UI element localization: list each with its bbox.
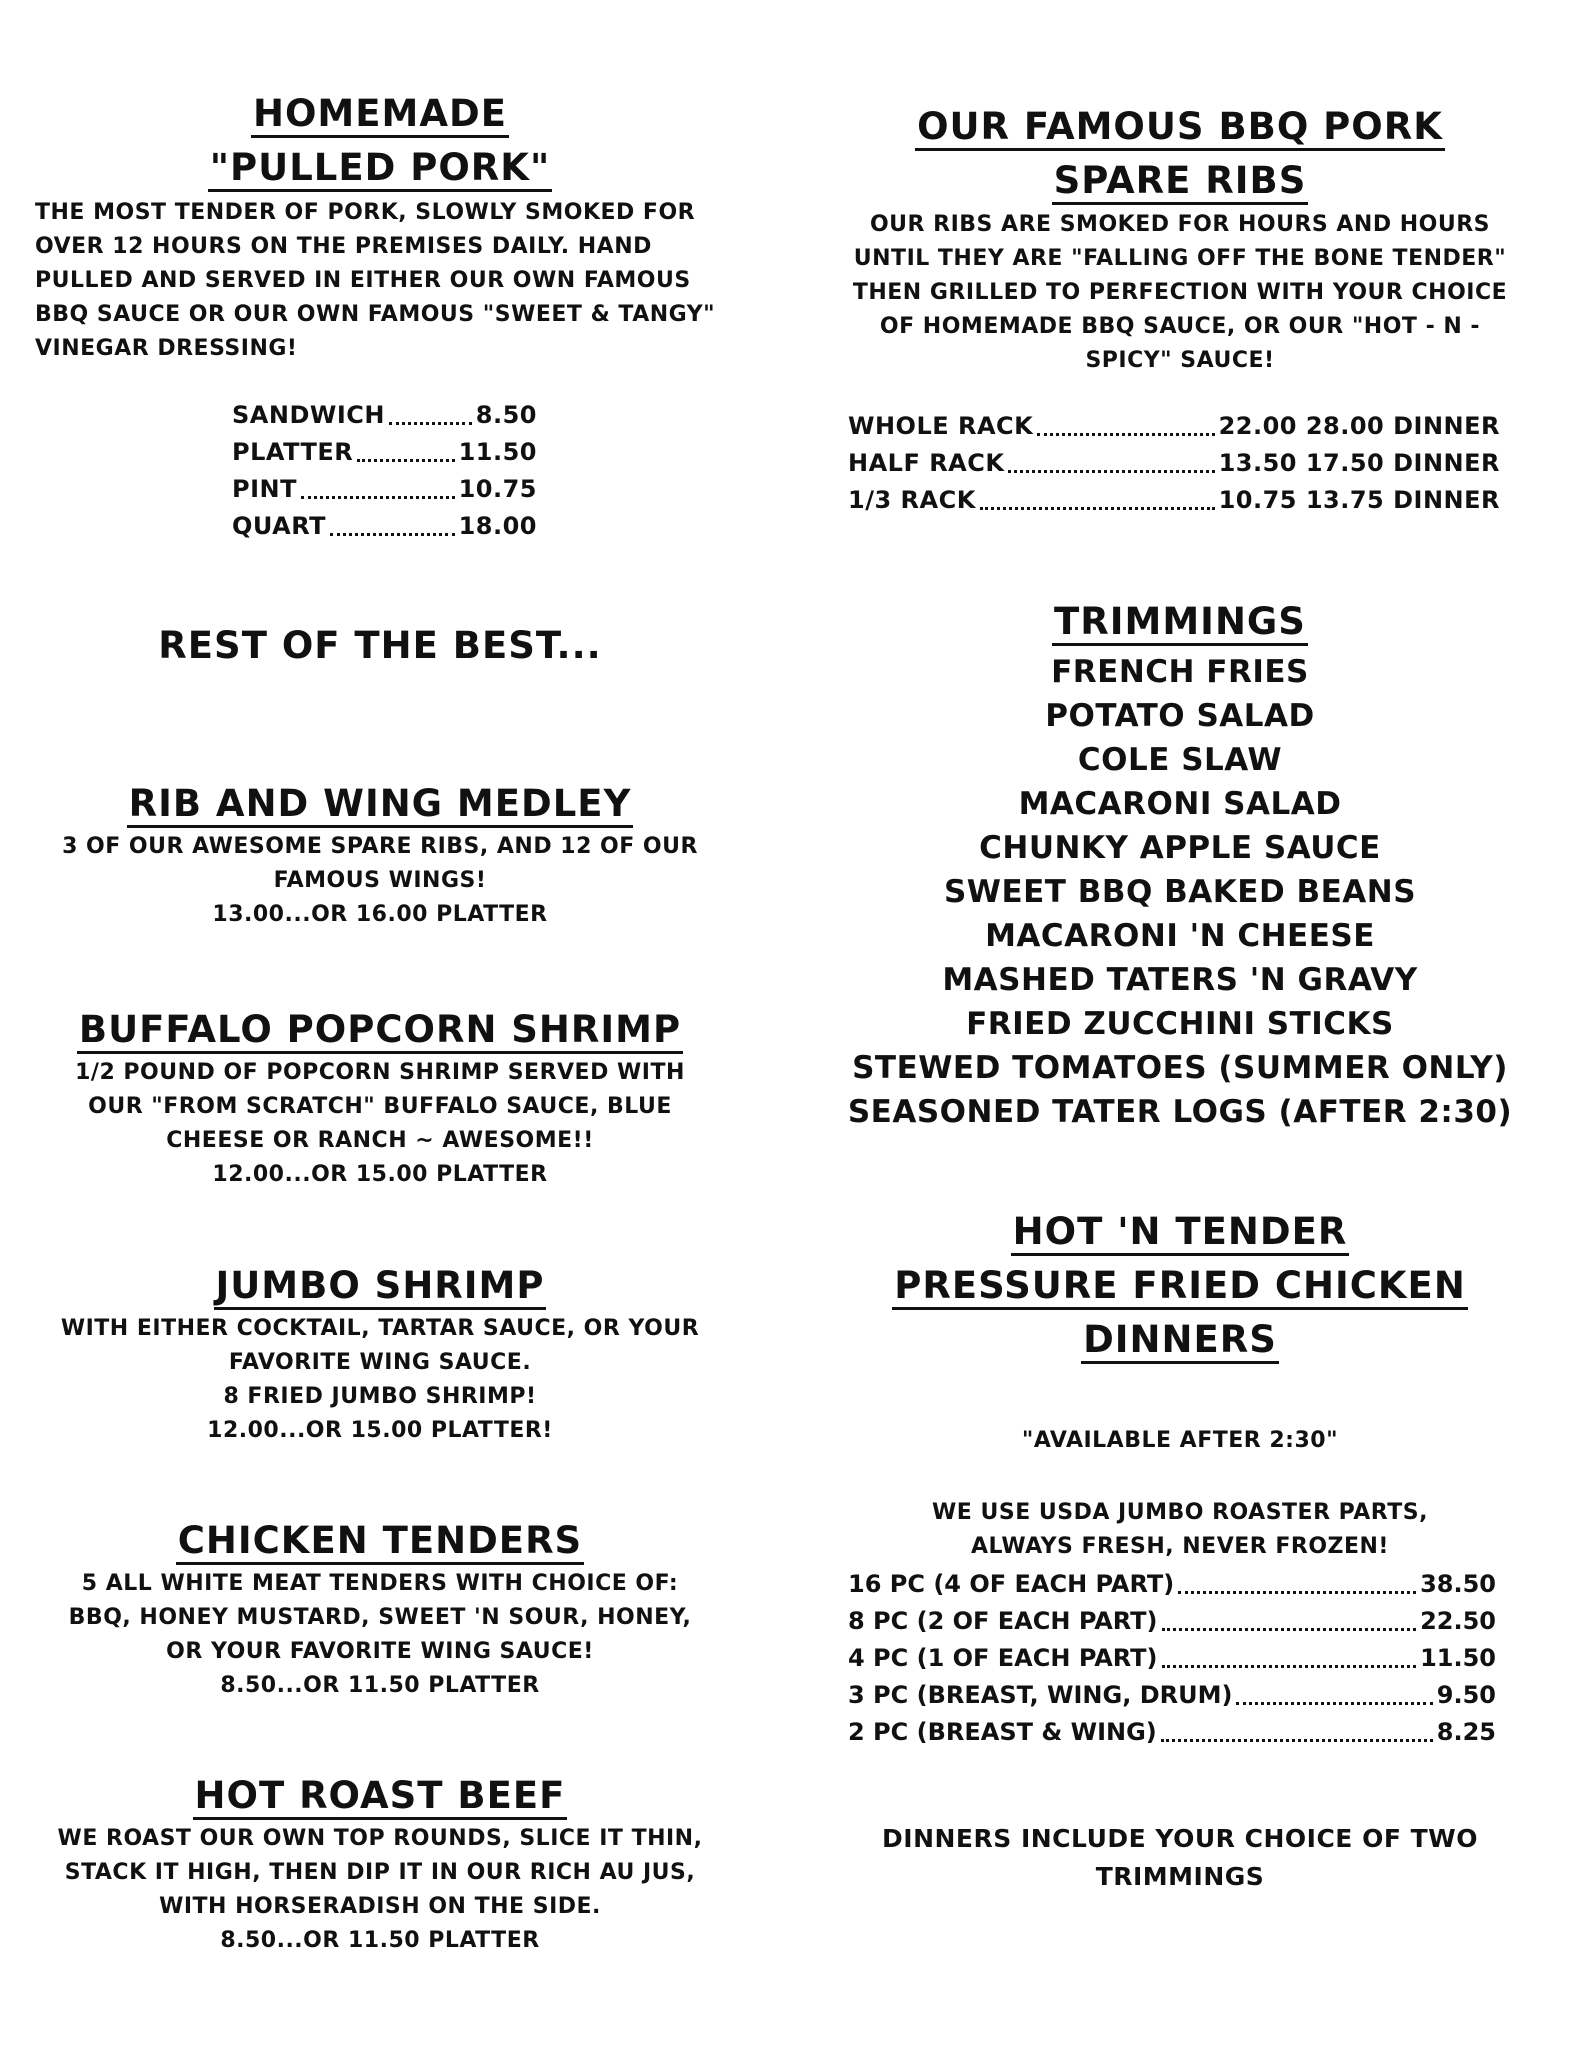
dinners-note-line2: TRIMMINGS <box>1095 1862 1265 1891</box>
buffalo-shrimp-title: BUFFALO POPCORN SHRIMP <box>77 1008 683 1054</box>
ribs-section <box>820 100 1540 378</box>
buffalo-shrimp-price: 12.00...OR 15.00 PLATTER <box>212 1162 548 1187</box>
ribs-line1: OUR RIBS ARE SMOKED FOR HOURS AND HOURS <box>869 212 1491 237</box>
price-row <box>232 471 537 508</box>
trimmings-title: TRIMMINGS <box>1052 600 1308 646</box>
price-row <box>848 1566 1496 1603</box>
roast-beef-line1: WE ROAST OUR OWN TOP ROUNDS, SLICE IT THIN, <box>57 1826 703 1851</box>
price-item: WHOLE RACK <box>848 412 1034 440</box>
trimming-item: STEWED TOMATOES (SUMMER ONLY) <box>852 1050 1508 1086</box>
trimmings-section <box>820 596 1540 1134</box>
price-item: QUART <box>232 512 326 540</box>
buffalo-shrimp-line2: OUR "FROM SCRATCH" BUFFALO SAUCE, BLUE <box>88 1094 672 1119</box>
rib-wing-price: 13.00...OR 16.00 PLATTER <box>212 902 548 927</box>
price-item: 3 PC (BREAST, WING, DRUM) <box>848 1681 1233 1709</box>
chicken-availability: "AVAILABLE AFTER 2:30" <box>1021 1428 1339 1453</box>
rib-wing-line1: 3 OF OUR AWESOME SPARE RIBS, AND 12 OF OUR <box>62 834 698 859</box>
jumbo-shrimp-line1: WITH EITHER COCKTAIL, TARTAR SAUCE, OR YOUR <box>60 1316 700 1341</box>
rib-wing-section <box>30 778 730 932</box>
price-value: 18.00 <box>458 512 537 540</box>
dinners-note-line1: DINNERS INCLUDE YOUR CHOICE OF TWO <box>882 1824 1478 1853</box>
chicken-tenders-line1: 5 ALL WHITE MEAT TENDERS WITH CHOICE OF: <box>81 1571 679 1596</box>
trimming-item: FRENCH FRIES <box>1051 654 1309 690</box>
price-row <box>848 482 1500 519</box>
trimming-item: SWEET BBQ BAKED BEANS <box>943 874 1417 910</box>
price-item: PINT <box>232 475 297 503</box>
price-item: 1/3 RACK <box>848 486 976 514</box>
chicken-tenders-price: 8.50...OR 11.50 PLATTER <box>220 1673 540 1698</box>
ribs-title-line1: OUR FAMOUS BBQ PORK <box>915 105 1445 151</box>
price-row <box>848 1677 1496 1714</box>
buffalo-shrimp-line1: 1/2 POUND OF POPCORN SHRIMP SERVED WITH <box>75 1060 685 1085</box>
pulled-pork-price-list <box>232 397 537 545</box>
roast-beef-line2: STACK IT HIGH, THEN DIP IT IN OUR RICH AU JUS, <box>64 1860 696 1885</box>
price-item: HALF RACK <box>848 449 1005 477</box>
price-value: 11.50 <box>458 438 537 466</box>
trimming-item: MASHED TATERS 'N GRAVY <box>942 962 1418 998</box>
rib-wing-line2: FAMOUS WINGS! <box>273 868 487 893</box>
price-value: 22.00 28.00 DINNER <box>1218 412 1500 440</box>
chicken-dinners-title-line3: DINNERS <box>1081 1318 1279 1364</box>
price-row <box>848 1714 1496 1751</box>
buffalo-shrimp-section <box>30 1004 730 1192</box>
chicken-tenders-section <box>30 1515 730 1703</box>
price-row <box>848 1640 1496 1677</box>
roast-beef-section <box>30 1770 730 1958</box>
price-value: 13.50 17.50 DINNER <box>1218 449 1500 477</box>
trimming-item: POTATO SALAD <box>1045 698 1315 734</box>
price-value: 8.50 <box>475 401 537 429</box>
trimming-item: FRIED ZUCCHINI STICKS <box>966 1006 1394 1042</box>
chicken-dinners-section <box>820 1205 1540 1367</box>
jumbo-shrimp-line3: 8 FRIED JUMBO SHRIMP! <box>223 1384 537 1409</box>
ribs-price-list <box>848 408 1500 519</box>
chicken-tenders-line3: OR YOUR FAVORITE WING SAUCE! <box>166 1639 594 1664</box>
chicken-line2: ALWAYS FRESH, NEVER FROZEN! <box>971 1534 1389 1559</box>
chicken-dinners-title-line2: PRESSURE FRIED CHICKEN <box>892 1264 1468 1310</box>
jumbo-shrimp-line2: FAVORITE WING SAUCE. <box>228 1350 532 1375</box>
chicken-tenders-line2: BBQ, HONEY MUSTARD, SWEET 'N SOUR, HONEY, <box>68 1605 692 1630</box>
pulled-pork-title-line1: HOMEMADE <box>251 92 509 138</box>
ribs-line3: THEN GRILLED TO PERFECTION WITH YOUR CHOICE <box>852 280 1508 305</box>
price-item: SANDWICH <box>232 401 385 429</box>
rib-wing-title: RIB AND WING MEDLEY <box>127 782 634 828</box>
roast-beef-price: 8.50...OR 11.50 PLATTER <box>220 1928 540 1953</box>
ribs-line5: SPICY" SAUCE! <box>1085 348 1275 373</box>
price-value: 22.50 <box>1420 1607 1496 1635</box>
dinners-note <box>820 1820 1540 1896</box>
ribs-title-line2: SPARE RIBS <box>1052 159 1309 205</box>
price-value: 8.25 <box>1436 1718 1496 1746</box>
pulled-pork-title-line2: "PULLED PORK" <box>208 146 552 192</box>
price-row <box>848 1603 1496 1640</box>
jumbo-shrimp-title: JUMBO SHRIMP <box>214 1264 547 1310</box>
price-value: 10.75 13.75 DINNER <box>1218 486 1500 514</box>
price-item: 2 PC (BREAST & WING) <box>848 1718 1157 1746</box>
jumbo-shrimp-price: 12.00...OR 15.00 PLATTER! <box>207 1418 553 1443</box>
chicken-price-list <box>848 1566 1496 1751</box>
price-row <box>848 445 1500 482</box>
price-item: 16 PC (4 OF EACH PART) <box>848 1570 1175 1598</box>
trimming-item: COLE SLAW <box>1077 742 1283 778</box>
price-row <box>848 408 1500 445</box>
price-value: 38.50 <box>1420 1570 1496 1598</box>
chicken-line1: WE USE USDA JUMBO ROASTER PARTS, <box>932 1500 1428 1525</box>
chicken-tenders-title: CHICKEN TENDERS <box>176 1519 584 1565</box>
price-item: PLATTER <box>232 438 354 466</box>
trimming-item: CHUNKY APPLE SAUCE <box>979 830 1381 866</box>
price-row <box>232 508 537 545</box>
price-value: 9.50 <box>1436 1681 1496 1709</box>
roast-beef-line3: WITH HORSERADISH ON THE SIDE. <box>159 1894 601 1919</box>
trimming-item: SEASONED TATER LOGS (AFTER 2:30) <box>847 1094 1513 1130</box>
jumbo-shrimp-section <box>30 1260 730 1448</box>
price-row <box>232 397 537 434</box>
price-value: 11.50 <box>1420 1644 1496 1672</box>
pulled-pork-section <box>30 88 730 196</box>
price-row <box>232 434 537 471</box>
price-item: 4 PC (1 OF EACH PART) <box>848 1644 1158 1672</box>
ribs-line2: UNTIL THEY ARE "FALLING OFF THE BONE TENDER" <box>853 246 1507 271</box>
roast-beef-title: HOT ROAST BEEF <box>193 1774 568 1820</box>
trimming-item: MACARONI 'N CHEESE <box>985 918 1375 954</box>
price-value: 10.75 <box>458 475 537 503</box>
ribs-line4: OF HOMEMADE BBQ SAUCE, OR OUR "HOT - N - <box>879 314 1481 339</box>
rest-of-best-heading: REST OF THE BEST... <box>158 624 602 667</box>
buffalo-shrimp-line3: CHEESE OR RANCH ~ AWESOME!! <box>166 1128 594 1153</box>
trimming-item: MACARONI SALAD <box>1018 786 1342 822</box>
chicken-dinners-title-line1: HOT 'N TENDER <box>1011 1210 1350 1256</box>
pulled-pork-description: THE MOST TENDER OF PORK, SLOWLY SMOKED FOR OVER 12 HOURS ON THE PREMISES DAILY. HAND PULLED AND SERVED IN EITHER OUR OWN FAMOUS BBQ SAUCE OR OUR OWN FAMOUS "SWEET & TANGY" VINEGAR DRESSING! <box>35 200 716 361</box>
price-item: 8 PC (2 OF EACH PART) <box>848 1607 1158 1635</box>
chicken-description <box>820 1496 1540 1564</box>
